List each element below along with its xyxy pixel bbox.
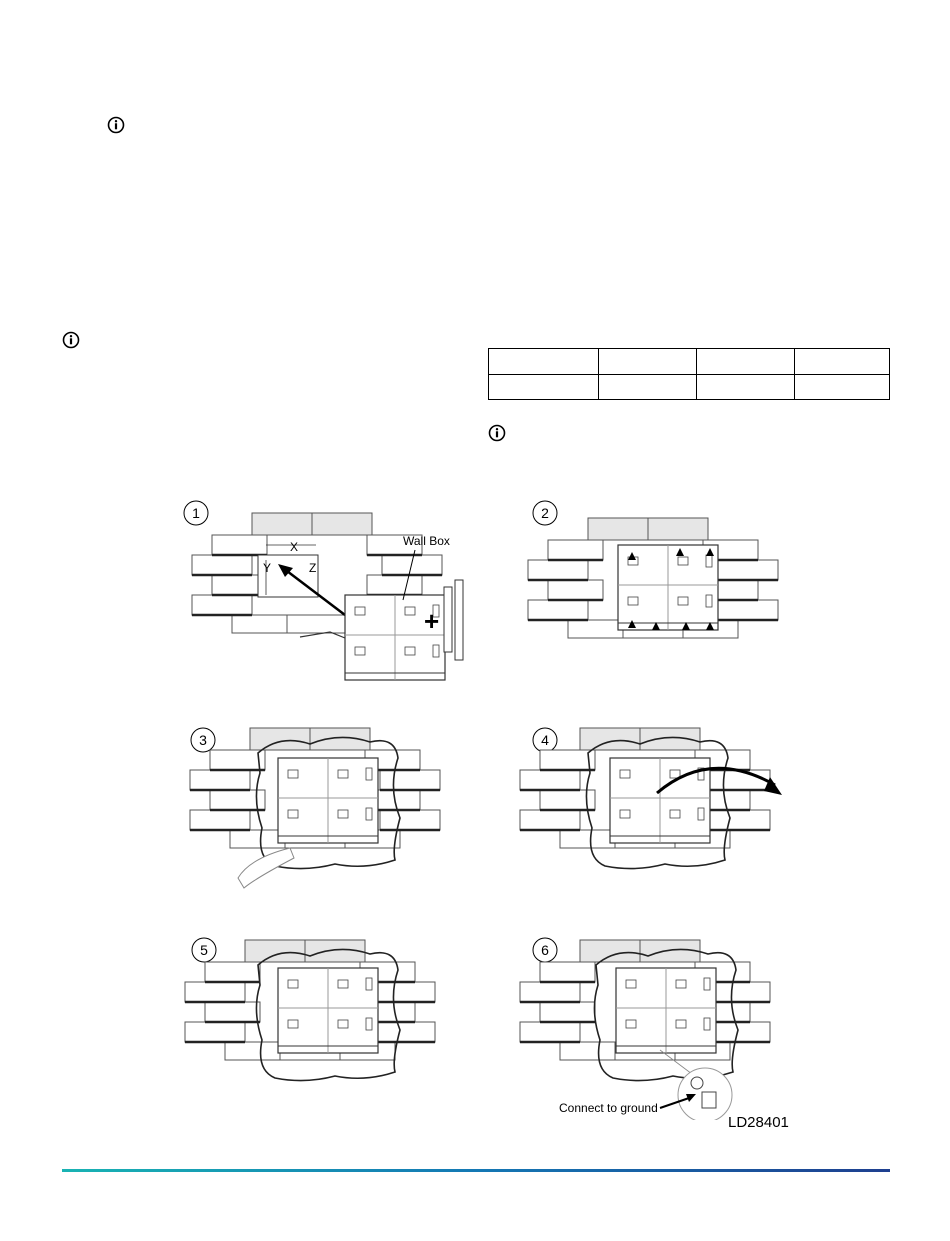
- table-cell: [697, 374, 795, 400]
- step-1-panel: [184, 501, 463, 680]
- step-number: 6: [541, 942, 549, 958]
- table-cell: [795, 349, 890, 375]
- table-cell: [489, 374, 599, 400]
- dimension-z-label: Z: [309, 561, 317, 575]
- dimension-table: [488, 348, 890, 400]
- table-row: [489, 349, 890, 375]
- footer-rule: [62, 1169, 890, 1172]
- step-number: 2: [541, 505, 549, 521]
- step-6-panel: [520, 938, 770, 1120]
- step-number: 5: [200, 942, 208, 958]
- dimension-x-label: X: [290, 540, 299, 554]
- svg-text:+: +: [424, 606, 440, 636]
- info-icon: [488, 424, 506, 442]
- table-cell: [697, 349, 795, 375]
- step-2-panel: [528, 501, 778, 638]
- step-number: 1: [192, 505, 200, 521]
- table-row: [489, 374, 890, 400]
- table-cell: [795, 374, 890, 400]
- step-5-panel: [185, 938, 435, 1081]
- info-icon: [107, 116, 125, 134]
- wall-box-installation-figure: [162, 492, 790, 1120]
- table-cell: [599, 349, 697, 375]
- step-4-panel: [520, 728, 782, 869]
- table-cell: [489, 349, 599, 375]
- step-3-panel: [190, 728, 440, 888]
- step-number: 4: [541, 732, 549, 748]
- ground-label: Connect to ground: [559, 1101, 658, 1115]
- table-cell: [599, 374, 697, 400]
- dimension-y-label: Y: [263, 561, 272, 575]
- wall-box-label: Wall Box: [403, 534, 450, 548]
- step-number: 3: [199, 732, 207, 748]
- figure-id: LD28401: [728, 1114, 789, 1131]
- info-icon: [62, 331, 80, 349]
